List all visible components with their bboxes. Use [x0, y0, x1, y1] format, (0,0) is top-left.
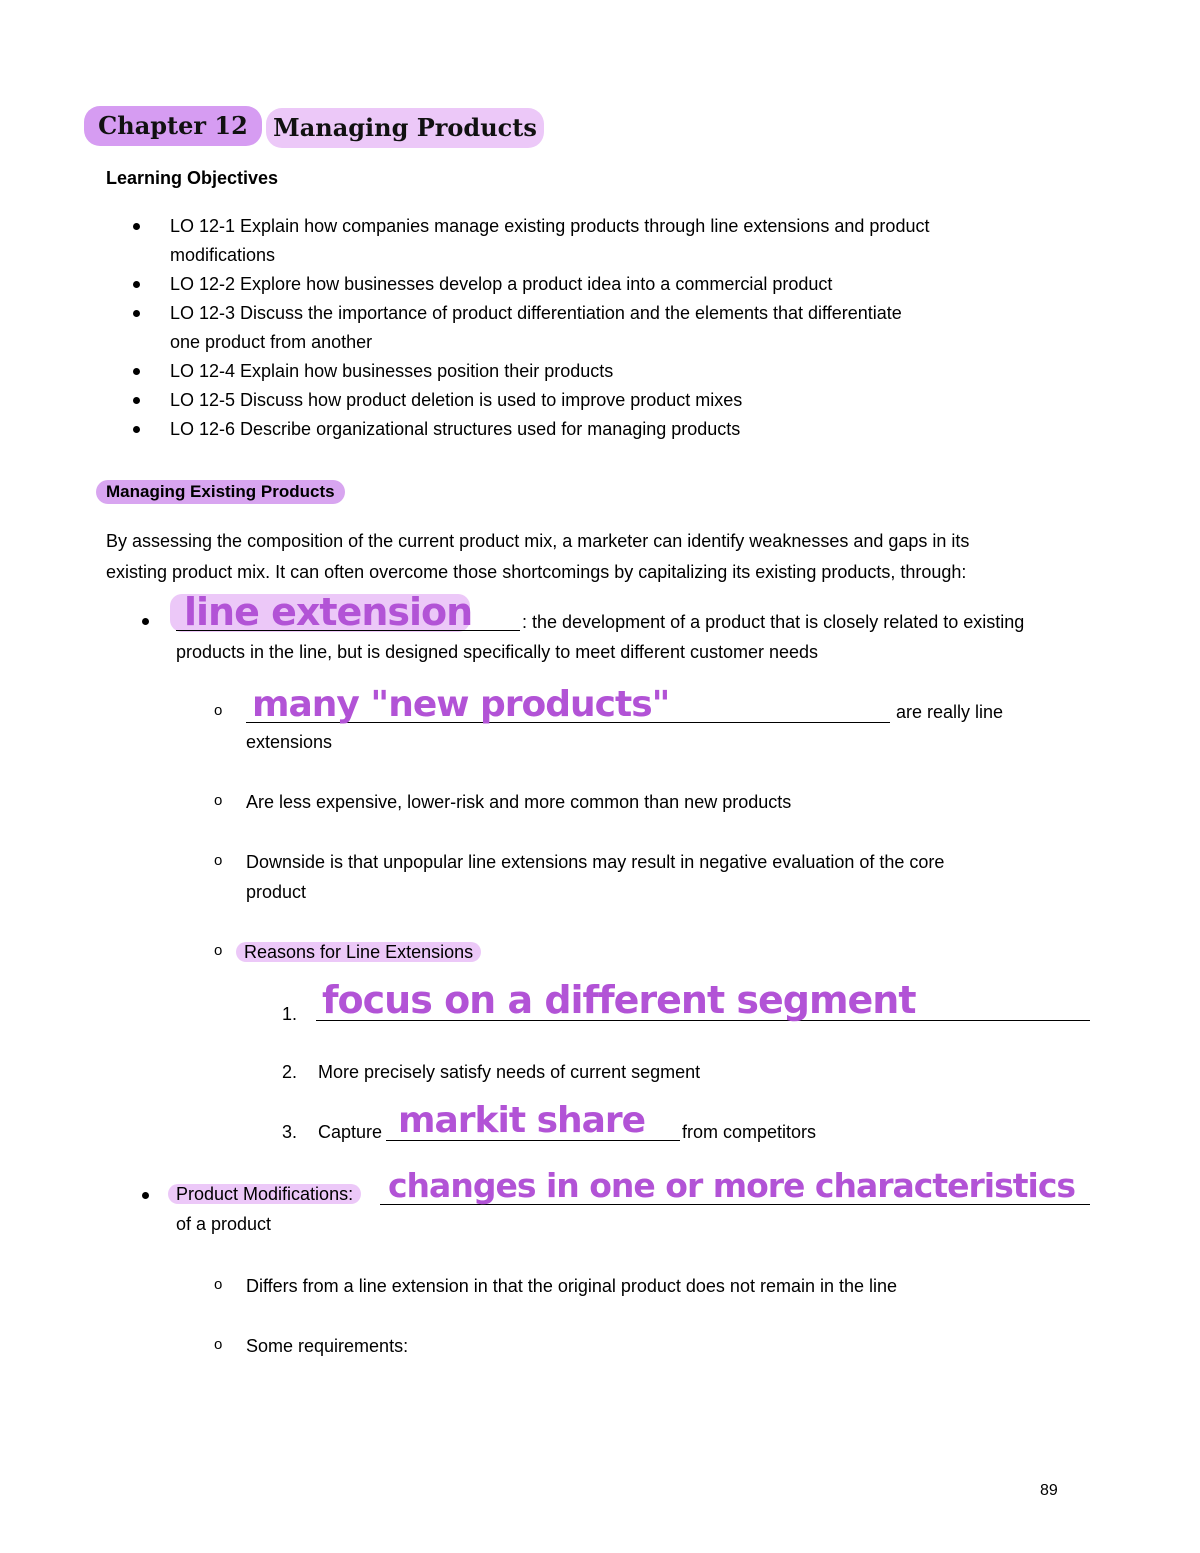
body-text: are really line [896, 702, 1004, 722]
page-number: 89 [1040, 1482, 1058, 1499]
chapter-title: Managing Products [266, 108, 544, 148]
body-text: Are less expensive, lower-risk and more common than new products [246, 792, 792, 812]
lo-item: LO 12-1 Explain how companies manage existing products through line extensions and product modifications [130, 212, 1010, 270]
handwritten-answer: markit share [398, 1100, 646, 1141]
body-text: Some requirements: [246, 1336, 409, 1356]
chapter-label: Chapter 12 [84, 106, 262, 146]
body-text: from competitors [682, 1122, 817, 1142]
body-text: Capture [318, 1122, 383, 1142]
body-text: More precisely satisfy needs of current segment [318, 1062, 701, 1082]
sub-bullet-icon: o [214, 942, 223, 959]
body-text: extensions [246, 732, 333, 752]
product-modifications-label: Product Modifications: [168, 1180, 361, 1209]
section-intro: By assessing the composition of the current product mix, a marketer can identify weaknesses and gaps in its existing product mix. It can often overcome those shortcomings by capitalizing its existing products, through: [106, 531, 970, 582]
body-text: Differs from a line extension in that the original product does not remain in the line [246, 1276, 898, 1296]
body-text: Downside is that unpopular line extensions may result in negative evaluation of the core [246, 852, 945, 872]
list-number: 2. [282, 1062, 298, 1082]
handwritten-answer: line extension [184, 590, 473, 634]
lo-item: LO 12-6 Describe organizational structures used for managing products [130, 415, 1010, 444]
bullet-icon [142, 1192, 149, 1199]
lo-item: LO 12-4 Explain how businesses position their products [130, 357, 1010, 386]
lo-item: LO 12-3 Discuss the importance of product differentiation and the elements that differentiate one product from another [130, 299, 1010, 357]
definition-text: products in the line, but is designed specifically to meet different customer needs [176, 642, 819, 662]
body-text: of a product [176, 1214, 272, 1234]
section-heading: Managing Existing Products [96, 480, 345, 504]
sub-bullet-icon: o [214, 702, 223, 719]
list-number: 3. [282, 1122, 298, 1142]
sub-bullet-icon: o [214, 852, 223, 869]
lo-item: LO 12-2 Explore how businesses develop a product idea into a commercial product [130, 270, 1010, 299]
sub-bullet-icon: o [214, 1336, 223, 1353]
body-text: product [246, 882, 307, 902]
sub-bullet-icon: o [214, 792, 223, 809]
list-number: 1. [282, 1004, 298, 1024]
sub-bullet-icon: o [214, 1276, 223, 1293]
learning-objectives-list [130, 212, 1010, 444]
handwritten-answer: focus on a different segment [322, 978, 916, 1022]
learning-objectives-heading: Learning Objectives [106, 168, 279, 188]
lo-item: LO 12-5 Discuss how product deletion is used to improve product mixes [130, 386, 1010, 415]
definition-text: : the development of a product that is closely related to existing [522, 612, 1025, 632]
handwritten-answer: many "new products" [252, 684, 670, 725]
reasons-heading: Reasons for Line Extensions [236, 938, 481, 967]
handwritten-answer: changes in one or more characteristics [388, 1166, 1076, 1205]
bullet-icon [142, 618, 149, 625]
